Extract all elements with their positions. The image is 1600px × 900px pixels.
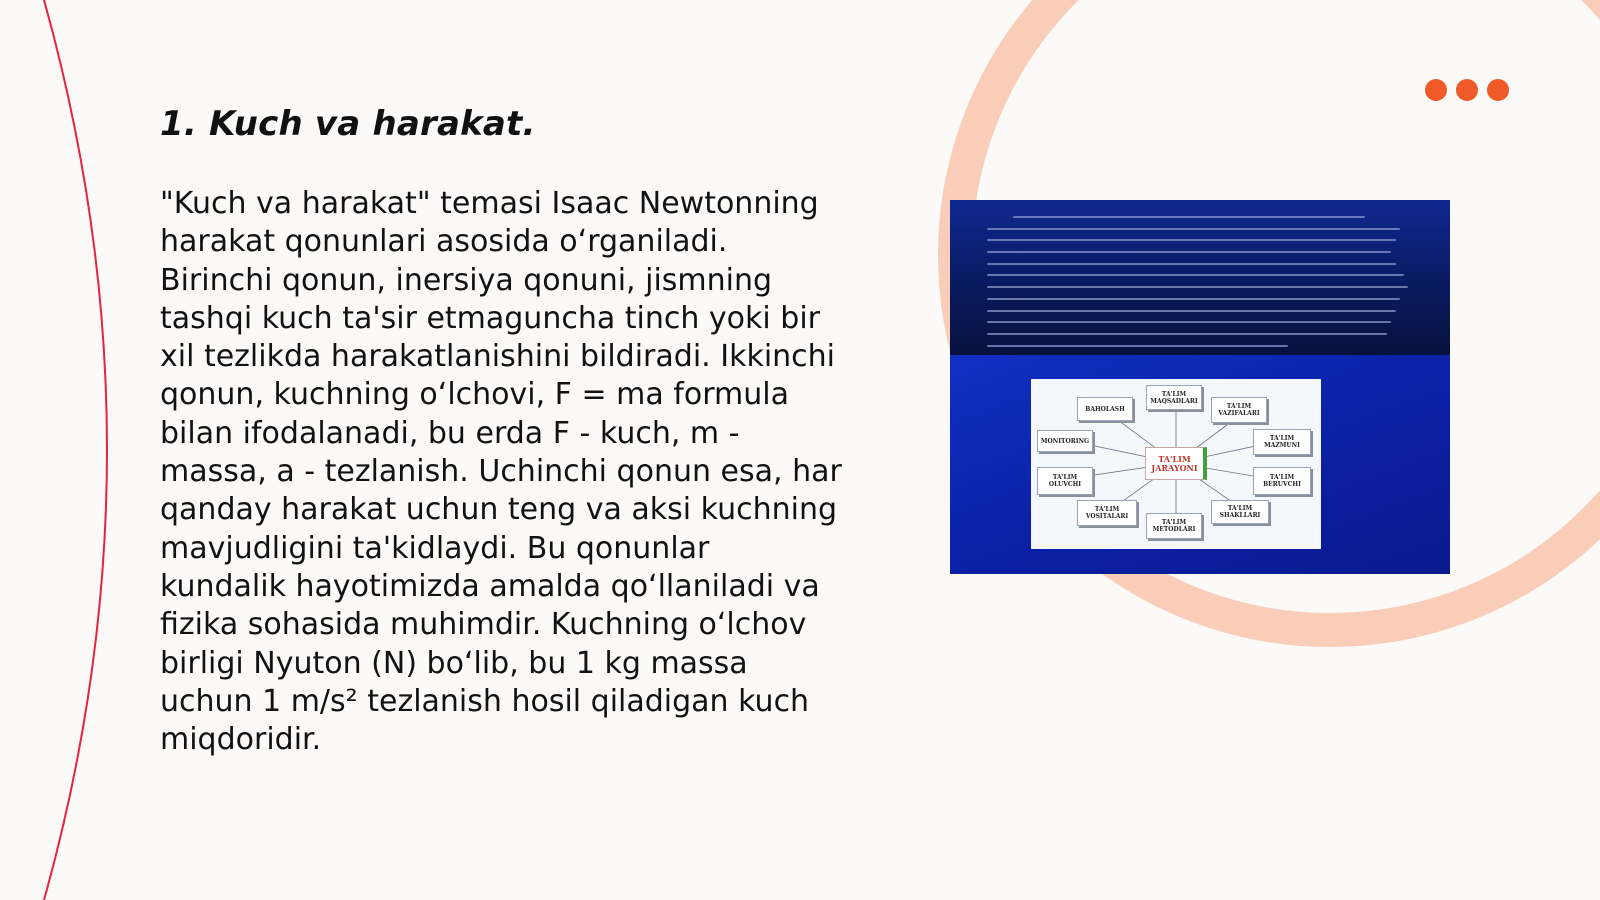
- diagram-node: BAHOLASH: [1077, 397, 1133, 421]
- diagram-center-node: TA'LIM JARAYONI: [1145, 447, 1207, 480]
- dot: [1487, 79, 1509, 101]
- diagram-node: TA'LIM SHAKLLARI: [1211, 500, 1269, 524]
- left-curve-line: [44, 0, 107, 900]
- dot: [1425, 79, 1447, 101]
- dot: [1456, 79, 1478, 101]
- diagram-node: TA'LIM OLUVCHI: [1037, 467, 1093, 495]
- slide-picture: [950, 200, 1450, 574]
- picture-text-lines: [987, 216, 1417, 356]
- diagram-node: TA'LIM BERUVCHI: [1253, 467, 1311, 495]
- more-dots-icon[interactable]: [1425, 79, 1509, 101]
- diagram-node: TA'LIM VOSITALARI: [1077, 500, 1137, 526]
- slide-title: 1. Kuch va harakat.: [160, 104, 536, 144]
- diagram-node: TA'LIM METODLARI: [1146, 513, 1202, 539]
- picture-text-block: [950, 200, 1450, 355]
- slide-body-text: "Kuch va harakat" temasi Isaac Newtonning harakat qonunlari asosida o‘rganiladi. Birinchi qonun, inersiya qonuni, jismning tashqi kuch ta'sir etmaguncha tinch yoki bir xil tezlikda harakatlanishini bildiradi. Ikkinchi qonun, kuchning o‘lchovi, F = ma formula bilan ifodalanadi, bu erda F - kuch, m - massa, a - tezlanish. Uchinchi qonun esa, har qanday harakat uchun teng va aksi kuchning mavjudligini ta'kidlaydi. Bu qonunlar kundalik hayotimizda amalda qo‘llaniladi va fizika sohasida muhimdir. Kuchning o‘lchov birligi Nyuton (N) bo‘lib, bu 1 kg massa uchun 1 m/s² tezlanish hosil qiladigan kuch miqdoridir.: [160, 186, 842, 758]
- diagram-node: TA'LIM MAQSADLARI: [1146, 385, 1202, 410]
- diagram-node: TA'LIM VAZIFALARI: [1211, 397, 1267, 423]
- process-diagram: [1031, 379, 1321, 549]
- diagram-node: TA'LIM MAZMUNI: [1253, 429, 1311, 455]
- diagram-node: MONITORING: [1037, 430, 1093, 452]
